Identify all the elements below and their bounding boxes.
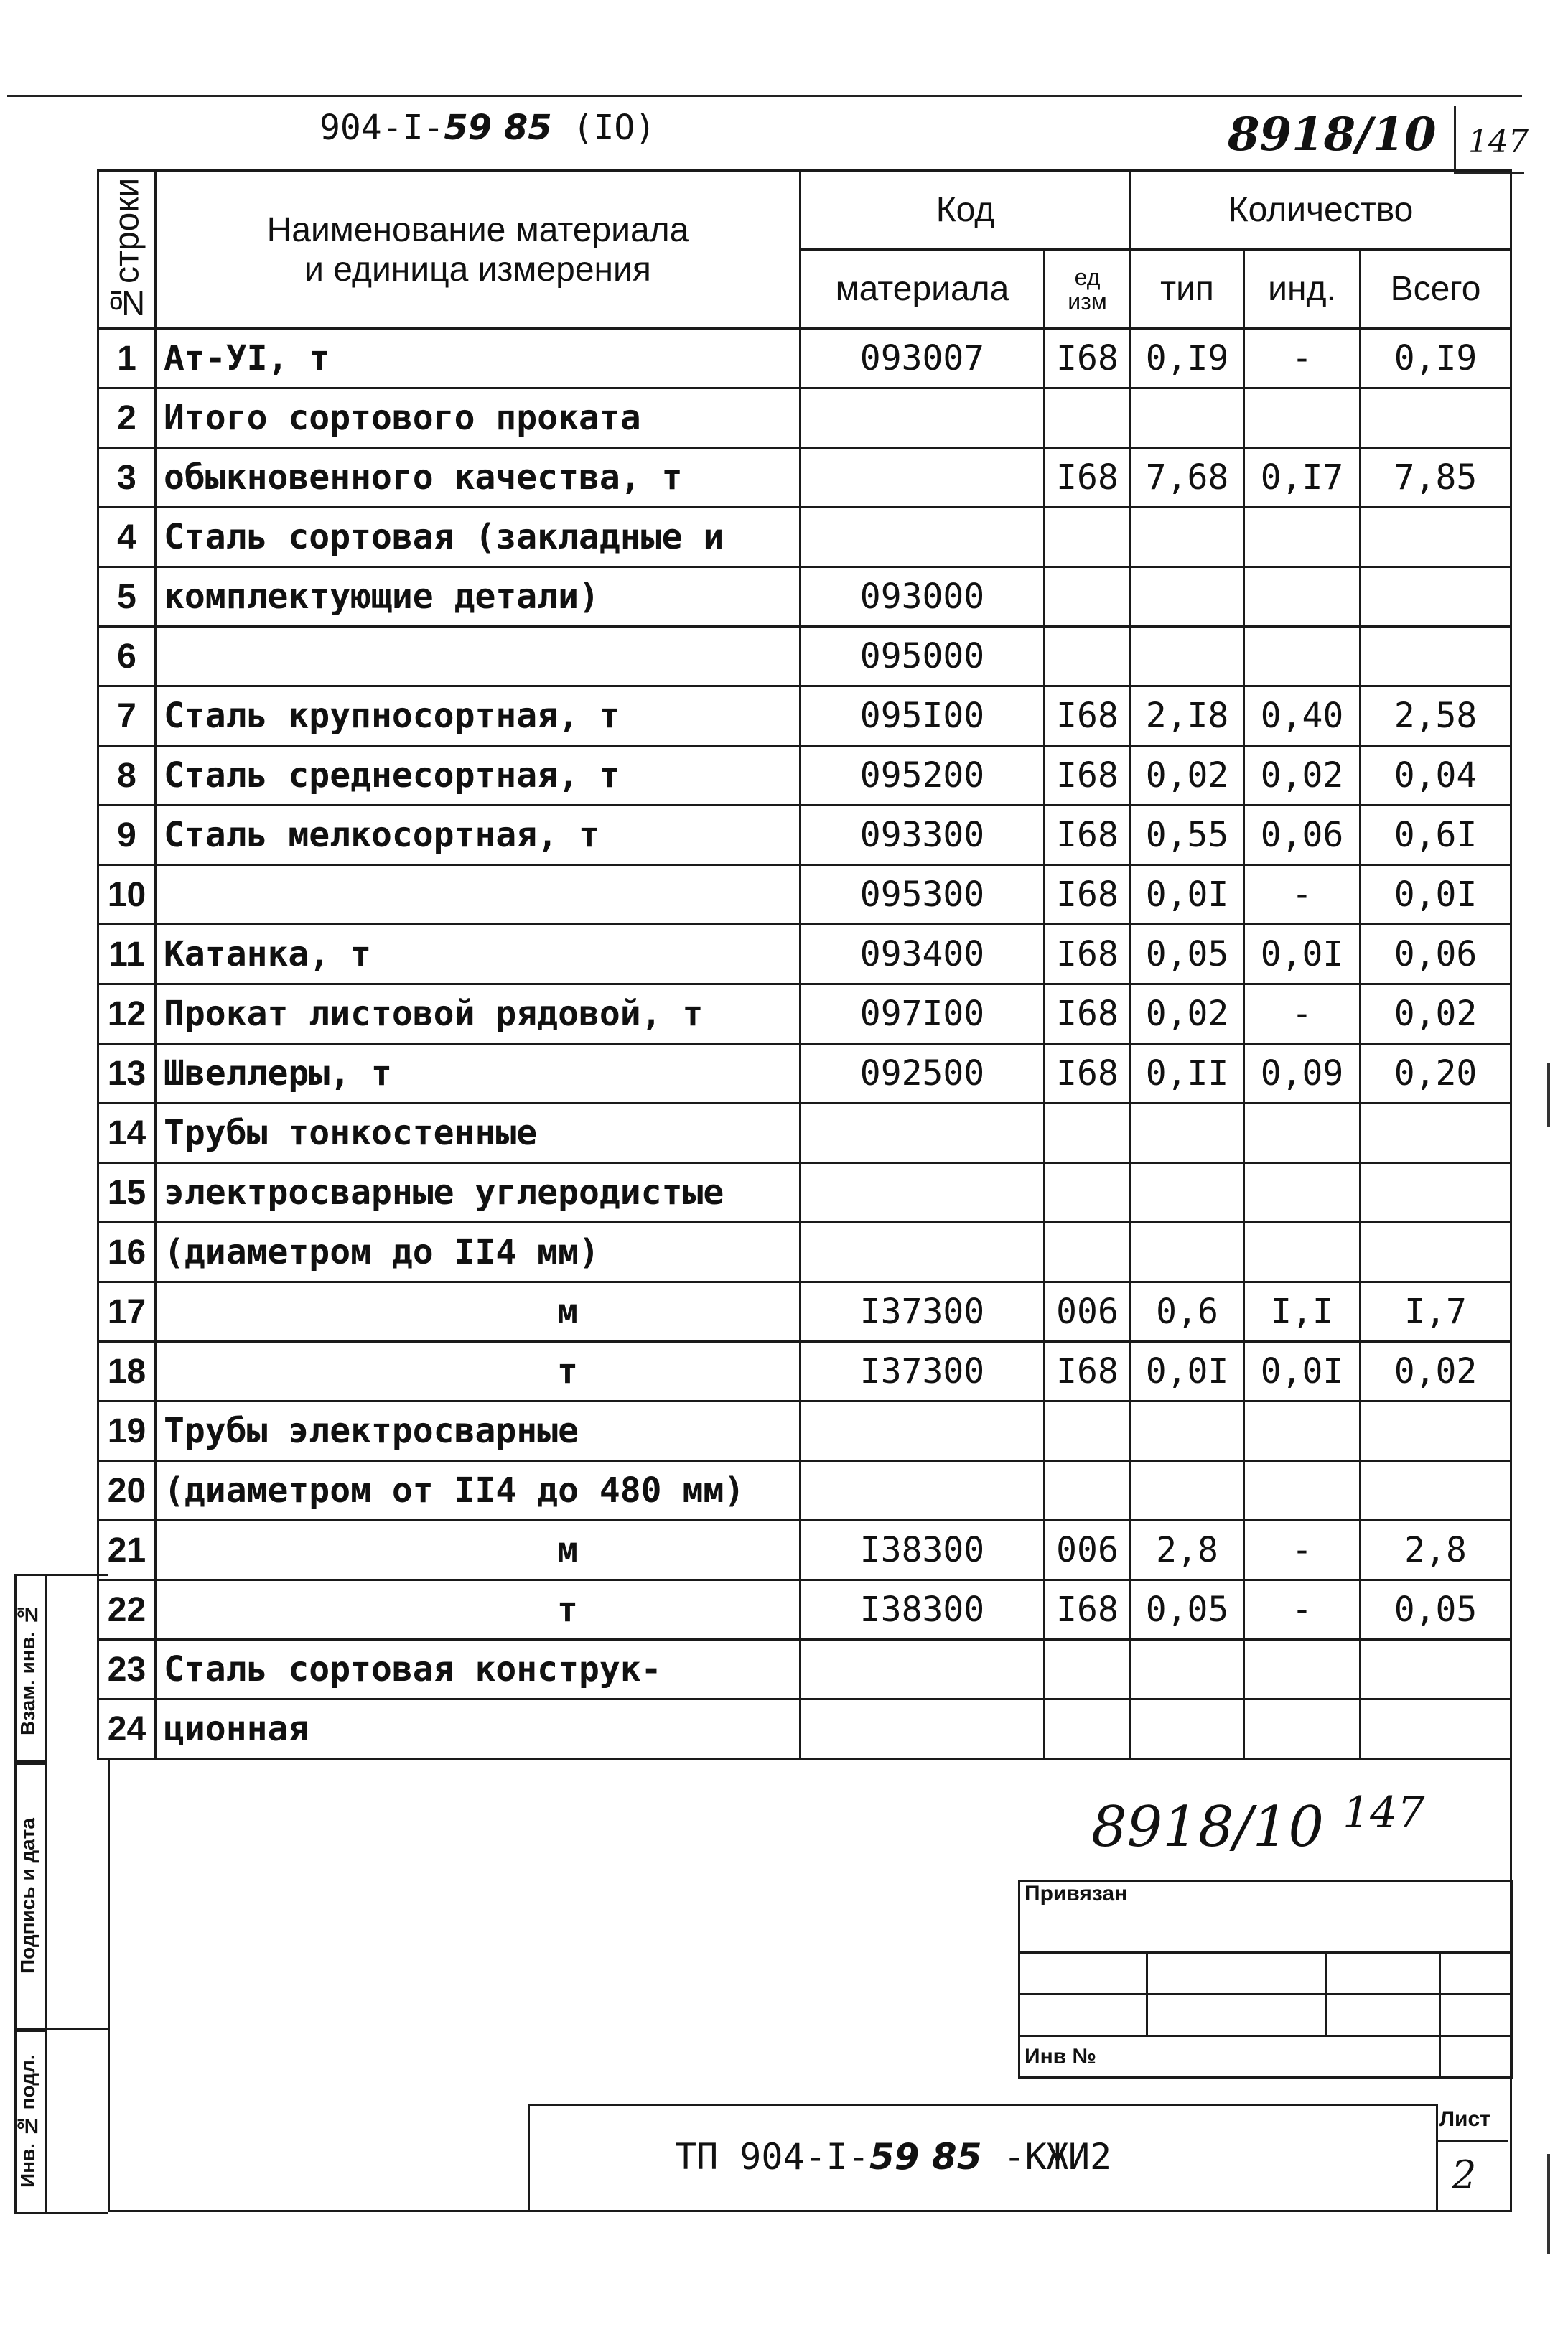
qty-ind-cell [1244, 1104, 1361, 1163]
binding-stamp-table [1018, 1880, 1513, 2079]
material-name-cell: электросварные углеродистые [156, 1163, 801, 1223]
unit-code-cell [1045, 1640, 1131, 1699]
unit-code-cell: I68 [1045, 806, 1131, 865]
row-number-cell: 17 [98, 1282, 156, 1342]
material-code-cell [801, 1699, 1045, 1759]
qty-typ-cell [1131, 508, 1244, 567]
qty-typ-cell: 0,05 [1131, 1580, 1244, 1640]
qty-total-cell [1361, 1163, 1511, 1223]
qty-total-cell: 2,58 [1361, 686, 1511, 746]
qty-ind-cell [1244, 508, 1361, 567]
side-label-replaced-inv: Взам. инв. № [14, 1574, 47, 1765]
row-number-cell: 16 [98, 1223, 156, 1282]
row-number-cell: 24 [98, 1699, 156, 1759]
table-row [98, 1104, 1511, 1163]
qty-typ-cell: 7,68 [1131, 448, 1244, 508]
qty-total-cell [1361, 567, 1511, 627]
material-code-cell: 093007 [801, 329, 1045, 388]
unit-code-cell [1045, 627, 1131, 686]
qty-total-cell: 0,05 [1361, 1580, 1511, 1640]
table-row [98, 448, 1511, 508]
qty-ind-cell [1244, 388, 1361, 448]
qty-ind-cell: 0,02 [1244, 746, 1361, 806]
material-code-cell: 093300 [801, 806, 1045, 865]
material-name-cell: Сталь мелкосортная, т [156, 806, 801, 865]
unit-code-cell [1045, 1699, 1131, 1759]
row-number-cell: 21 [98, 1521, 156, 1580]
qty-ind-cell [1244, 1401, 1361, 1461]
row-number-cell: 6 [98, 627, 156, 686]
col-header-code: Код [801, 171, 1131, 250]
qty-total-cell [1361, 1104, 1511, 1163]
table-row [98, 984, 1511, 1044]
table-row [98, 627, 1511, 686]
qty-ind-cell: - [1244, 865, 1361, 925]
material-code-cell [801, 448, 1045, 508]
unit-code-cell: I68 [1045, 686, 1131, 746]
qty-ind-cell: 0,0I [1244, 925, 1361, 984]
material-name-cell [156, 627, 801, 686]
row-number-cell: 1 [98, 329, 156, 388]
unit-code-cell [1045, 508, 1131, 567]
material-code-cell [801, 1401, 1045, 1461]
row-number-cell: 9 [98, 806, 156, 865]
qty-ind-cell [1244, 1461, 1361, 1521]
row-number-cell: 12 [98, 984, 156, 1044]
qty-total-cell: 0,02 [1361, 984, 1511, 1044]
unit-code-cell: I68 [1045, 448, 1131, 508]
row-number-cell: 13 [98, 1044, 156, 1104]
unit-code-cell [1045, 1461, 1131, 1521]
qty-total-cell [1361, 1640, 1511, 1699]
qty-typ-cell [1131, 1223, 1244, 1282]
unit-code-cell [1045, 1104, 1131, 1163]
qty-total-cell [1361, 508, 1511, 567]
material-code-cell [801, 388, 1045, 448]
row-number-cell: 3 [98, 448, 156, 508]
materials-table [97, 169, 1512, 1760]
col-header-code-material: материала [801, 250, 1045, 329]
material-name-cell: Трубы тонкостенные [156, 1104, 801, 1163]
qty-ind-cell [1244, 567, 1361, 627]
unit-code-cell: I68 [1045, 1044, 1131, 1104]
unit-code-cell: I68 [1045, 329, 1131, 388]
table-row [98, 686, 1511, 746]
qty-typ-cell [1131, 627, 1244, 686]
row-number-cell: 10 [98, 865, 156, 925]
material-name-cell: ционная [156, 1699, 801, 1759]
qty-typ-cell [1131, 1104, 1244, 1163]
table-row [98, 1223, 1511, 1282]
qty-total-cell: 0,02 [1361, 1342, 1511, 1401]
material-code-cell: 097I00 [801, 984, 1045, 1044]
table-row [98, 1580, 1511, 1640]
material-name-cell: Сталь сортовая (закладные и [156, 508, 801, 567]
sheet-number: 2 [1452, 2153, 1477, 2198]
material-name-cell: Швеллеры, т [156, 1044, 801, 1104]
row-number-cell: 8 [98, 746, 156, 806]
table-row [98, 329, 1511, 388]
qty-ind-cell [1244, 627, 1361, 686]
qty-total-cell: 0,0I [1361, 865, 1511, 925]
top-border-line [7, 95, 1522, 97]
stamp-handwritten-sheet: 147 [1343, 1788, 1425, 1838]
table-row [98, 1461, 1511, 1521]
row-number-cell: 7 [98, 686, 156, 746]
qty-typ-cell: 0,0I [1131, 1342, 1244, 1401]
row-number-cell: 19 [98, 1401, 156, 1461]
qty-ind-cell [1244, 1223, 1361, 1282]
qty-total-cell: I,7 [1361, 1282, 1511, 1342]
material-name-cell: Прокат листовой рядовой, т [156, 984, 801, 1044]
table-row [98, 388, 1511, 448]
scan-edge-mark [1547, 1063, 1550, 1127]
qty-typ-cell [1131, 1461, 1244, 1521]
col-header-unit: ед изм [1045, 250, 1131, 329]
table-row [98, 1282, 1511, 1342]
qty-ind-cell: 0,06 [1244, 806, 1361, 865]
material-name-cell: (диаметром от II4 до 480 мм) [156, 1461, 801, 1521]
table-row [98, 508, 1511, 567]
material-code-cell: 093000 [801, 567, 1045, 627]
unit-code-cell: I68 [1045, 1342, 1131, 1401]
row-number-cell: 5 [98, 567, 156, 627]
qty-total-cell [1361, 1461, 1511, 1521]
handwritten-number: 8918/10 [1228, 108, 1437, 162]
unit-code-cell: I68 [1045, 1580, 1131, 1640]
qty-typ-cell: 0,05 [1131, 925, 1244, 984]
qty-typ-cell: 0,02 [1131, 746, 1244, 806]
unit-code-cell: I68 [1045, 925, 1131, 984]
handwritten-sheet: 147 [1468, 123, 1529, 160]
qty-total-cell: 0,20 [1361, 1044, 1511, 1104]
table-row [98, 806, 1511, 865]
qty-total-cell [1361, 1699, 1511, 1759]
qty-total-cell [1361, 1223, 1511, 1282]
document-designation: ТП 904-I-59 85 -КЖИ2 [675, 2136, 1112, 2178]
material-code-cell [801, 1640, 1045, 1699]
row-number-cell: 18 [98, 1342, 156, 1401]
material-code-cell: 095200 [801, 746, 1045, 806]
row-number-cell: 20 [98, 1461, 156, 1521]
qty-ind-cell: - [1244, 984, 1361, 1044]
material-code-cell: I37300 [801, 1342, 1045, 1401]
qty-ind-cell [1244, 1163, 1361, 1223]
qty-typ-cell: 0,0I [1131, 865, 1244, 925]
unit-code-cell [1045, 567, 1131, 627]
side-strip-divider [45, 2028, 108, 2030]
row-number-cell: 14 [98, 1104, 156, 1163]
material-name-cell: Сталь сортовая конструк- [156, 1640, 801, 1699]
table-row [98, 1401, 1511, 1461]
qty-ind-cell: I,I [1244, 1282, 1361, 1342]
qty-total-cell: 7,85 [1361, 448, 1511, 508]
table-row [98, 865, 1511, 925]
unit-code-cell: I68 [1045, 865, 1131, 925]
side-label-inv-orig: Инв. № подл. [14, 2028, 47, 2214]
material-name-cell: Сталь крупносортная, т [156, 686, 801, 746]
material-code-cell: I38300 [801, 1521, 1045, 1580]
qty-typ-cell: 2,I8 [1131, 686, 1244, 746]
qty-total-cell: 0,06 [1361, 925, 1511, 984]
qty-total-cell [1361, 388, 1511, 448]
qty-total-cell [1361, 1401, 1511, 1461]
qty-total-cell: 2,8 [1361, 1521, 1511, 1580]
stamp-inv-label: Инв № [1019, 2036, 1440, 2078]
row-number-cell: 22 [98, 1580, 156, 1640]
qty-ind-cell: 0,40 [1244, 686, 1361, 746]
material-name-cell: (диаметром до II4 мм) [156, 1223, 801, 1282]
material-name-cell: Ат-УI, т [156, 329, 801, 388]
col-header-quantity: Количество [1131, 171, 1511, 250]
qty-typ-cell [1131, 1163, 1244, 1223]
material-name-cell [156, 865, 801, 925]
row-number-cell: 11 [98, 925, 156, 984]
table-row [98, 925, 1511, 984]
table-row [98, 1699, 1511, 1759]
material-name-cell: м [156, 1282, 801, 1342]
unit-code-cell [1045, 388, 1131, 448]
material-code-cell [801, 1104, 1045, 1163]
qty-typ-cell: 0,II [1131, 1044, 1244, 1104]
sheet-divider [1436, 2140, 1508, 2142]
material-code-cell: 092500 [801, 1044, 1045, 1104]
row-number-cell: 2 [98, 388, 156, 448]
stamp-handwritten-number: 8918/10 [1091, 1795, 1325, 1860]
unit-code-cell: 006 [1045, 1282, 1131, 1342]
col-header-row-number: №строки [98, 171, 156, 329]
scan-edge-mark [1547, 2154, 1550, 2254]
unit-code-cell [1045, 1401, 1131, 1461]
col-header-typ: тип [1131, 250, 1244, 329]
material-name-cell: т [156, 1580, 801, 1640]
col-header-ind: инд. [1244, 250, 1361, 329]
table-row [98, 1521, 1511, 1580]
qty-typ-cell [1131, 1401, 1244, 1461]
table-row [98, 1342, 1511, 1401]
unit-code-cell: I68 [1045, 746, 1131, 806]
stamp-bound-label: Привязан [1019, 1881, 1512, 1953]
table-row [98, 1163, 1511, 1223]
unit-code-cell: I68 [1045, 984, 1131, 1044]
table-row [98, 746, 1511, 806]
qty-ind-cell [1244, 1699, 1361, 1759]
qty-ind-cell: 0,I7 [1244, 448, 1361, 508]
material-name-cell: Сталь среднесортная, т [156, 746, 801, 806]
qty-ind-cell: 0,09 [1244, 1044, 1361, 1104]
qty-typ-cell: 2,8 [1131, 1521, 1244, 1580]
col-header-name: Наименование материала и единица измерения [156, 171, 801, 329]
material-code-cell: I37300 [801, 1282, 1045, 1342]
qty-total-cell: 0,04 [1361, 746, 1511, 806]
side-strip-frame [45, 1574, 108, 2214]
sheet-label: Лист [1439, 2107, 1490, 2131]
qty-ind-cell [1244, 1640, 1361, 1699]
material-code-cell [801, 1223, 1045, 1282]
material-code-cell: I38300 [801, 1580, 1045, 1640]
unit-code-cell [1045, 1163, 1131, 1223]
qty-typ-cell: 0,02 [1131, 984, 1244, 1044]
qty-total-cell: 0,6I [1361, 806, 1511, 865]
material-code-cell [801, 1163, 1045, 1223]
material-code-cell [801, 1461, 1045, 1521]
unit-code-cell: 006 [1045, 1521, 1131, 1580]
table-row [98, 1640, 1511, 1699]
qty-typ-cell [1131, 1640, 1244, 1699]
qty-typ-cell [1131, 567, 1244, 627]
row-number-cell: 4 [98, 508, 156, 567]
qty-total-cell: 0,I9 [1361, 329, 1511, 388]
qty-ind-cell: 0,0I [1244, 1342, 1361, 1401]
qty-typ-cell [1131, 388, 1244, 448]
material-code-cell: 095300 [801, 865, 1045, 925]
qty-typ-cell [1131, 1699, 1244, 1759]
material-code-cell: 095000 [801, 627, 1045, 686]
row-number-cell: 15 [98, 1163, 156, 1223]
material-code-cell: 095I00 [801, 686, 1045, 746]
material-name-cell: т [156, 1342, 801, 1401]
qty-ind-cell: - [1244, 1580, 1361, 1640]
qty-typ-cell: 0,6 [1131, 1282, 1244, 1342]
material-name-cell: Катанка, т [156, 925, 801, 984]
material-name-cell: комплектующие детали) [156, 567, 801, 627]
qty-typ-cell: 0,55 [1131, 806, 1244, 865]
material-name-cell: Трубы электросварные [156, 1401, 801, 1461]
qty-ind-cell: - [1244, 1521, 1361, 1580]
material-name-cell: м [156, 1521, 801, 1580]
qty-ind-cell: - [1244, 329, 1361, 388]
row-number-cell: 23 [98, 1640, 156, 1699]
qty-typ-cell: 0,I9 [1131, 329, 1244, 388]
material-name-cell: обыкновенного качества, т [156, 448, 801, 508]
table-row [98, 567, 1511, 627]
qty-total-cell [1361, 627, 1511, 686]
col-header-total: Всего [1361, 250, 1511, 329]
material-code-cell: 093400 [801, 925, 1045, 984]
unit-code-cell [1045, 1223, 1131, 1282]
table-row [98, 1044, 1511, 1104]
document-code: 904-I-59 85 (IO) [319, 108, 656, 148]
material-name-cell: Итого сортового проката [156, 388, 801, 448]
side-label-sign-date: Подпись и дата [14, 1760, 47, 2032]
material-code-cell [801, 508, 1045, 567]
